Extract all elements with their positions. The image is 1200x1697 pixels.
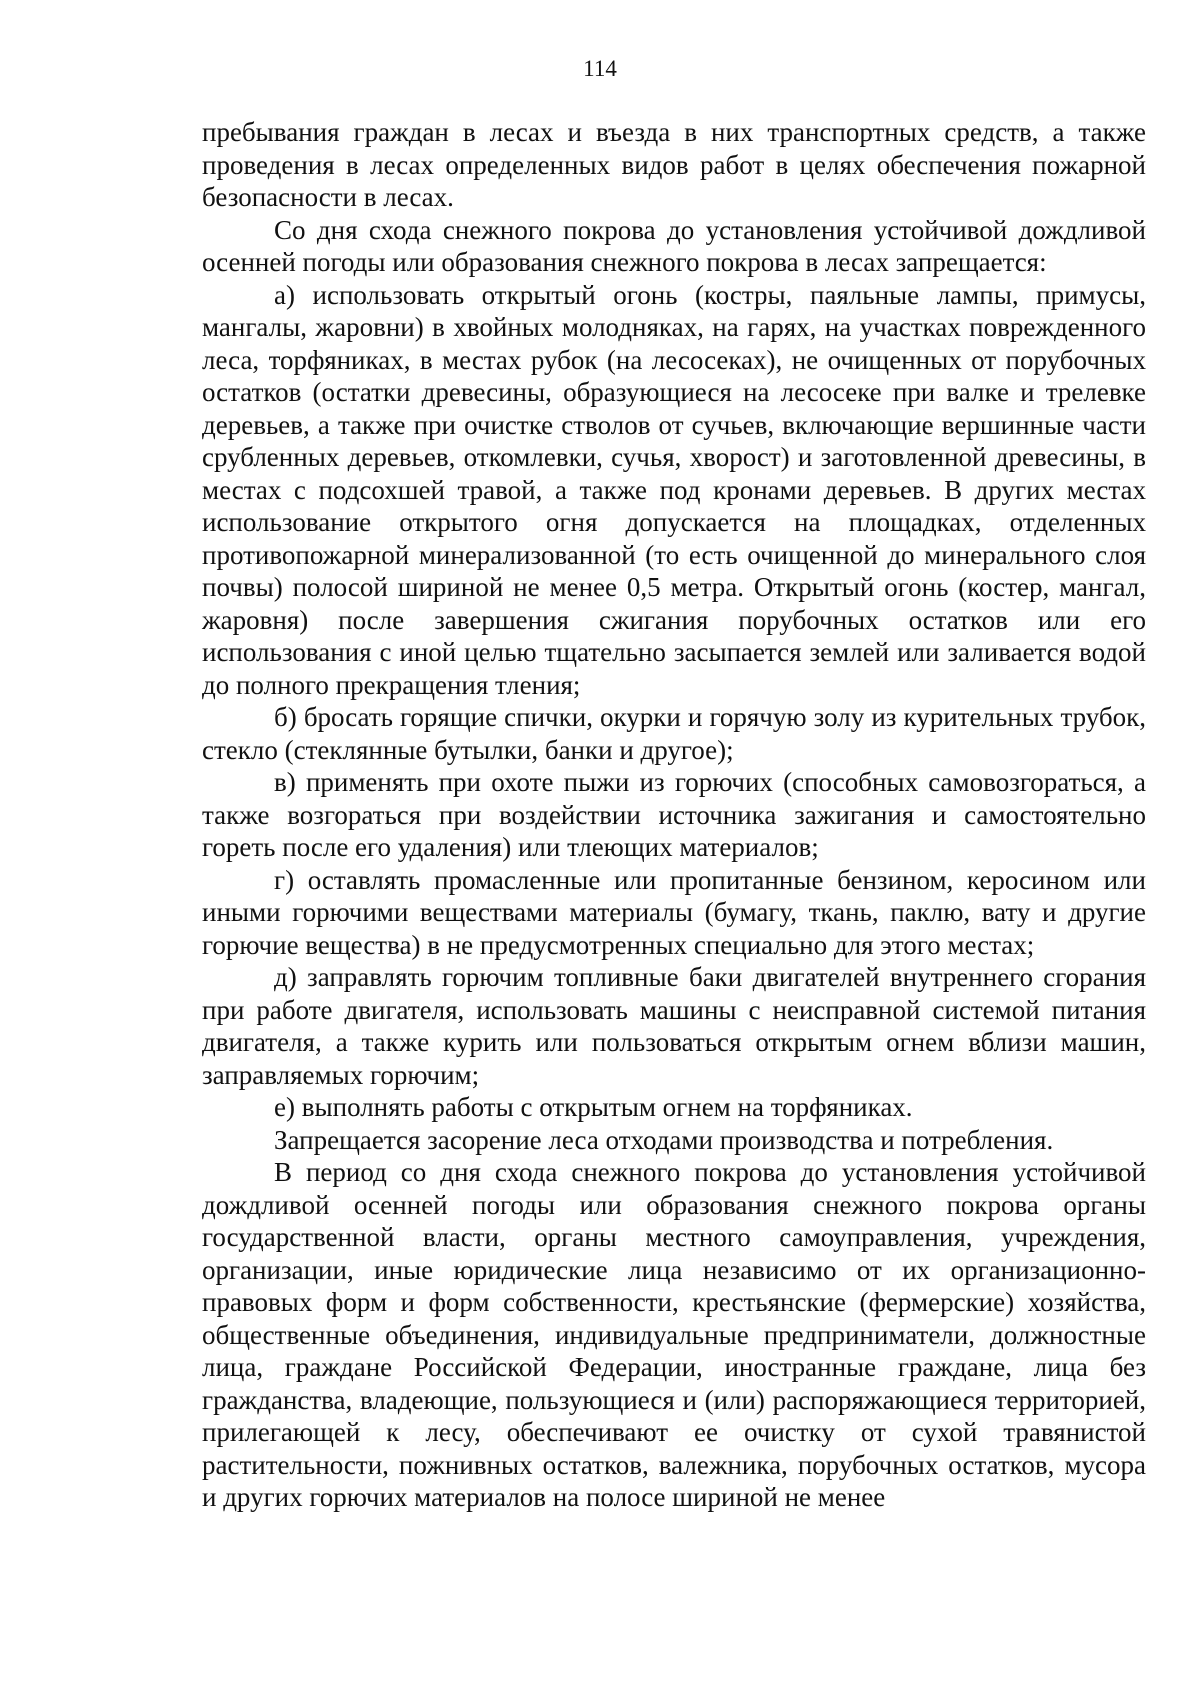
paragraph-prohibition-intro: Со дня схода снежного покрова до установления устойчивой дождливой осенней погоды или образования снежного покрова в лесах запрещается: (202, 214, 1146, 277)
paragraph-littering-ban: Запрещается засорение леса отходами производства и потребления. (274, 1124, 1054, 1155)
paragraph-clearing-obligation: В период со дня схода снежного покрова до установления устойчивой дождливой осенней погоды или образования снежного покрова органы государственной власти, органы местного самоуправления, учреждения, организации, иные юридические лица независимо от их организационно-правовых форм и форм собственности, крестьянские (фермерские) хозяйства, общественные объединения, индивидуальные предприниматели, должностные лица, граждане Российской Федерации, иностранные граждане, лица без гражданства, владеющие, пользующиеся и (или) распоряжающиеся территорией, прилегающей к лесу, обеспечивают ее очистку от сухой травянистой растительности, пожнивных остатков, валежника, порубочных остатков, мусора и других горючих материалов на полосе шириной не менее (202, 1157, 1146, 1512)
page-number: 114 (583, 56, 617, 81)
paragraph-item-g: г) оставлять промасленные или пропитанные бензином, керосином или иными горючими веществами материалы (бумагу, ткань, паклю, вату и другие горючие вещества) в не предусмотренных специально для этого местах; (202, 864, 1146, 960)
paragraph-item-d: д) заправлять горючим топливные баки двигателей внутреннего сгорания при работе двигателя, использовать машины с неисправной системой питания двигателя, а также курить или пользоваться открытым огнем вблизи машин, заправляемых горючим; (202, 962, 1146, 1090)
paragraph-item-e: е) выполнять работы с открытым огнем на торфяниках. (274, 1092, 913, 1122)
paragraph-item-v: в) применять при охоте пыжи из горючих (способных самовозгораться, а также возгораться при воздействии источника зажигания и самостоятельно гореть после его удаления) или тлеющих материалов; (202, 767, 1146, 862)
document-body (202, 116, 1146, 1514)
paragraph-continuation: пребывания граждан в лесах и въезда в них транспортных средств, а также проведения в лесах определенных видов работ в целях обеспечения пожарной безопасности в лесах. (202, 117, 1146, 212)
paragraph-item-a: а) использовать открытый огонь (костры, паяльные лампы, примусы, мангалы, жаровни) в хвойных молодняках, на гарях, на участках поврежденного леса, торфяниках, в местах рубок (на лесосеках), не очищенных от порубочных остатков (остатки древесины, образующиеся на лесосеке при валке и трелевке деревьев, а также при очистке стволов от сучьев, включающие вершинные части срубленных деревьев, откомлевки, сучья, хворост) и заготовленной древесины, в местах с подсохшей травой, а также под кронами деревьев. В других местах использование открытого огня допускается на площадках, отделенных противопожарной минерализованной (то есть очищенной до минерального слоя почвы) полосой шириной не менее 0,5 метра. Открытый огонь (костер, мангал, жаровня) после завершения сжигания порубочных остатков или его использования с иной целью тщательно засыпается землей или заливается водой до полного прекращения тления; (202, 279, 1146, 700)
paragraph-item-b: б) бросать горящие спички, окурки и горячую золу из курительных трубок, стекло (стеклянные бутылки, банки и другое); (202, 702, 1146, 765)
